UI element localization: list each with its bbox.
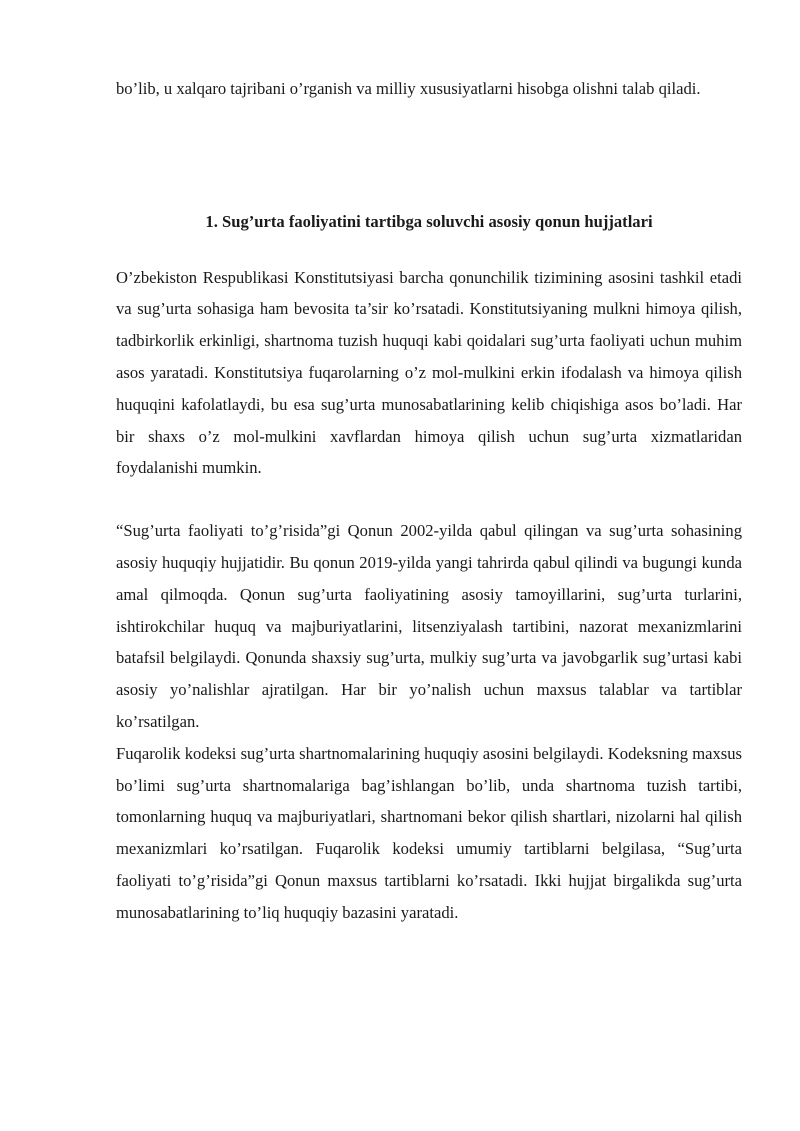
paragraph-insurance-law: “Sug’urta faoliyati to’g’risida”gi Qonun 2002-yilda qabul qilingan va sug’urta sohasining asosiy huquqiy hujjatidir. Bu qonun 2019-yilda yangi tahrirda qabul qilindi va bugungi kunda amal qilmoqda. Qonun sug’urta faoliyatining asosiy tamoyillarini, sug’urta turlarini, ishtirokchilar huquq va majburiyatlarini, litsenziyalash tartibini, nazorat mexanizmlarini batafsil belgilaydi. Qonunda shaxsiy sug’urta, mulkiy sug’urta va javobgarlik sug’urtasi kabi asosiy yo’nalishlar ajratilgan. Har bir yo’nalish uchun maxsus talablar va tartiblar ko’rsatilgan. — [116, 521, 742, 731]
intro-paragraph: bo’lib, u xalqaro tajribani o’rganish va milliy xususiyatlarni hisobga olishni talab qiladi. — [116, 79, 701, 98]
document-body — [116, 73, 742, 929]
paragraph-civil-code: Fuqarolik kodeksi sug’urta shartnomalarining huquqiy asosini belgilaydi. Kodeksning maxsus bo’limi sug’urta shartnomalariga bag’ishlangan bo’lib, unda shartnoma tuzish tartibi, tomonlarning huquq va majburiyatlari, shartnomani bekor qilish shartlari, nizolarni hal qilish mexanizmlari ko’rsatilgan. Fuqarolik kodeksi umumiy tartiblarni belgilasa, “Sug’urta faoliyati to’g’risida”gi Qonun maxsus tartiblarni ko’rsatadi. Ikki hujjat birgalikda sug’urta munosabatlarining to’liq huquqiy bazasini yaratadi. — [116, 743, 742, 922]
section-heading: 1. Sug’urta faoliyatini tartibga soluvchi asosiy qonun hujjatlari — [205, 211, 653, 231]
paragraph-constitution: O’zbekiston Respublikasi Konstitutsiyasi barcha qonunchilik tizimining asosini tashkil etadi va sug’urta sohasiga ham bevosita ta’sir ko’rsatadi. Konstitutsiyaning mulkni himoya qilish, tadbirkorlik erkinligi, shartnoma tuzish huquqi kabi qoidalari sug’urta faoliyati uchun muhim asos yaratadi. Konstitutsiya fuqarolarning o’z mol-mulkini erkin ifodalash va himoya qilish huquqini kafolatlaydi, bu esa sug’urta munosabatlarining kelib chiqishiga asos bo’ladi. Har bir shaxs o’z mol-mulkini xavflardan himoya qilish uchun sug’urta xizmatlaridan foydalanishi mumkin. — [116, 267, 742, 478]
